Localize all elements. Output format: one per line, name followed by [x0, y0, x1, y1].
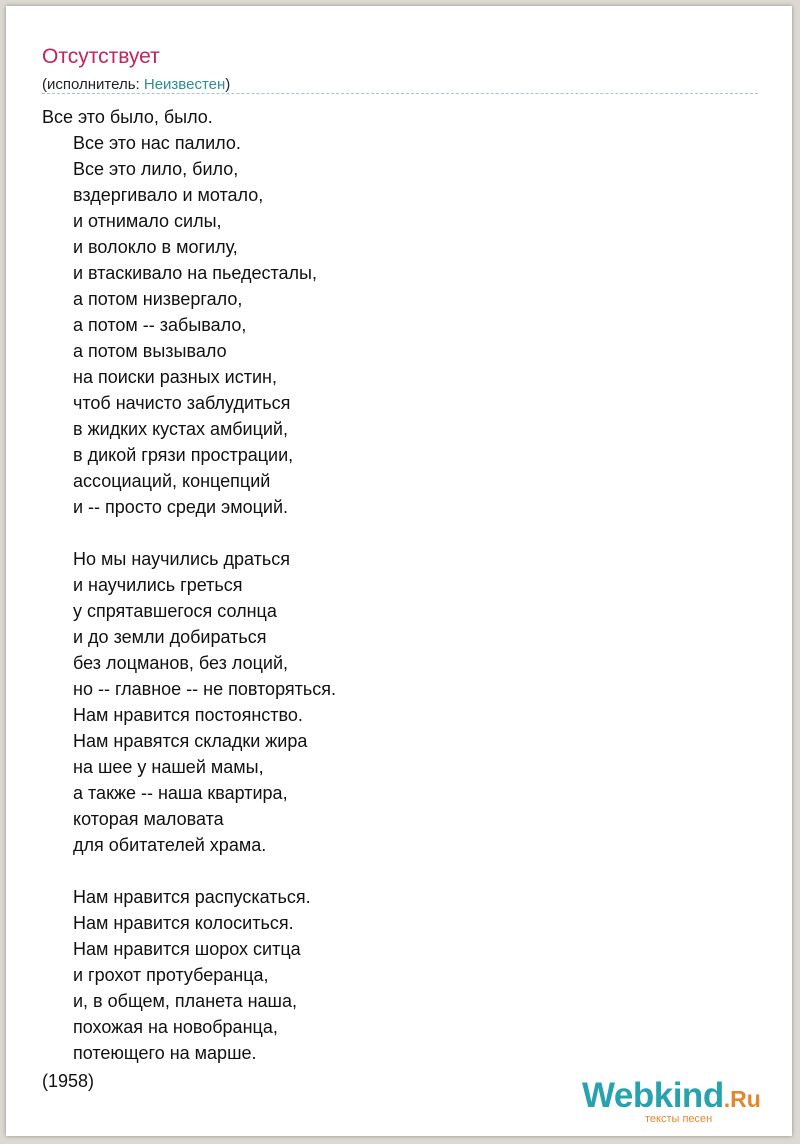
lyric-line: вздергивало и мотало, [73, 185, 264, 205]
lyric-line: на шее у нашей мамы, [73, 757, 264, 777]
lyric-line [42, 520, 336, 546]
lyric-line: Нам нравятся складки жира [73, 731, 308, 751]
lyric-line: а потом вызывало [73, 341, 227, 361]
lyric-line: Нам нравится постоянство. [73, 705, 303, 725]
artist-suffix: ) [225, 76, 231, 93]
lyrics-page [6, 6, 792, 1136]
lyric-line: Все это было, было. [42, 107, 213, 127]
lyric-line: у спрятавшегося солнца [73, 601, 277, 621]
lyric-line: и научились греться [73, 575, 243, 595]
lyric-line: и волокло в могилу, [73, 237, 238, 257]
lyric-line: на поиски разных истин, [73, 367, 277, 387]
lyric-line: похожая на новобранца, [73, 1017, 278, 1037]
artist-prefix: (исполнитель: [42, 76, 144, 93]
lyric-line: Все это лило, било, [73, 159, 239, 179]
lyric-line: в дикой грязи прострации, [73, 445, 294, 465]
lyric-line: а потом -- забывало, [73, 315, 247, 335]
lyric-line: потеющего на марше. [73, 1043, 257, 1063]
lyrics-text [42, 104, 336, 1066]
lyric-line: а также -- наша квартира, [73, 783, 288, 803]
lyric-line: и грохот протуберанца, [73, 965, 269, 985]
lyric-line: которая маловата [73, 809, 224, 829]
lyrics-year: (1958) [42, 1071, 95, 1091]
lyric-line: но -- главное -- не повторяться. [73, 679, 336, 699]
lyric-line [42, 858, 336, 884]
lyric-line: в жидких кустах амбиций, [73, 419, 288, 439]
lyric-line: и отнимало силы, [73, 211, 222, 231]
logo-tagline: тексты песен [645, 1113, 713, 1125]
lyric-line: и, в общем, планета наша, [73, 991, 298, 1011]
lyric-line: и -- просто среди эмоций. [73, 497, 289, 517]
divider [42, 93, 758, 94]
lyric-line: а потом низвергало, [73, 289, 243, 309]
lyric-line: ассоциаций, концепций [73, 471, 271, 491]
lyric-line: Нам нравится распускаться. [73, 887, 311, 907]
site-logo[interactable] [582, 1076, 761, 1125]
logo-main-text: Webkind [582, 1076, 724, 1115]
lyric-line: и втаскивало на пьедесталы, [73, 263, 317, 283]
lyric-line: Но мы научились драться [73, 549, 290, 569]
lyric-line: Нам нравится шорох ситца [73, 939, 301, 959]
lyric-line: Нам нравится колоситься. [73, 913, 294, 933]
lyric-line: для обитателей храма. [73, 835, 267, 855]
lyric-line: Все это нас палило. [73, 133, 241, 153]
logo-suffix-text: .Ru [723, 1086, 761, 1112]
artist-link[interactable]: Неизвестен [143, 76, 226, 93]
lyric-line: без лоцманов, без лоций, [73, 653, 289, 673]
lyric-line: и до земли добираться [73, 627, 267, 647]
lyric-line: чтоб начисто заблудиться [73, 393, 291, 413]
song-title: Отсутствует [42, 45, 160, 68]
song-meta [42, 75, 230, 95]
